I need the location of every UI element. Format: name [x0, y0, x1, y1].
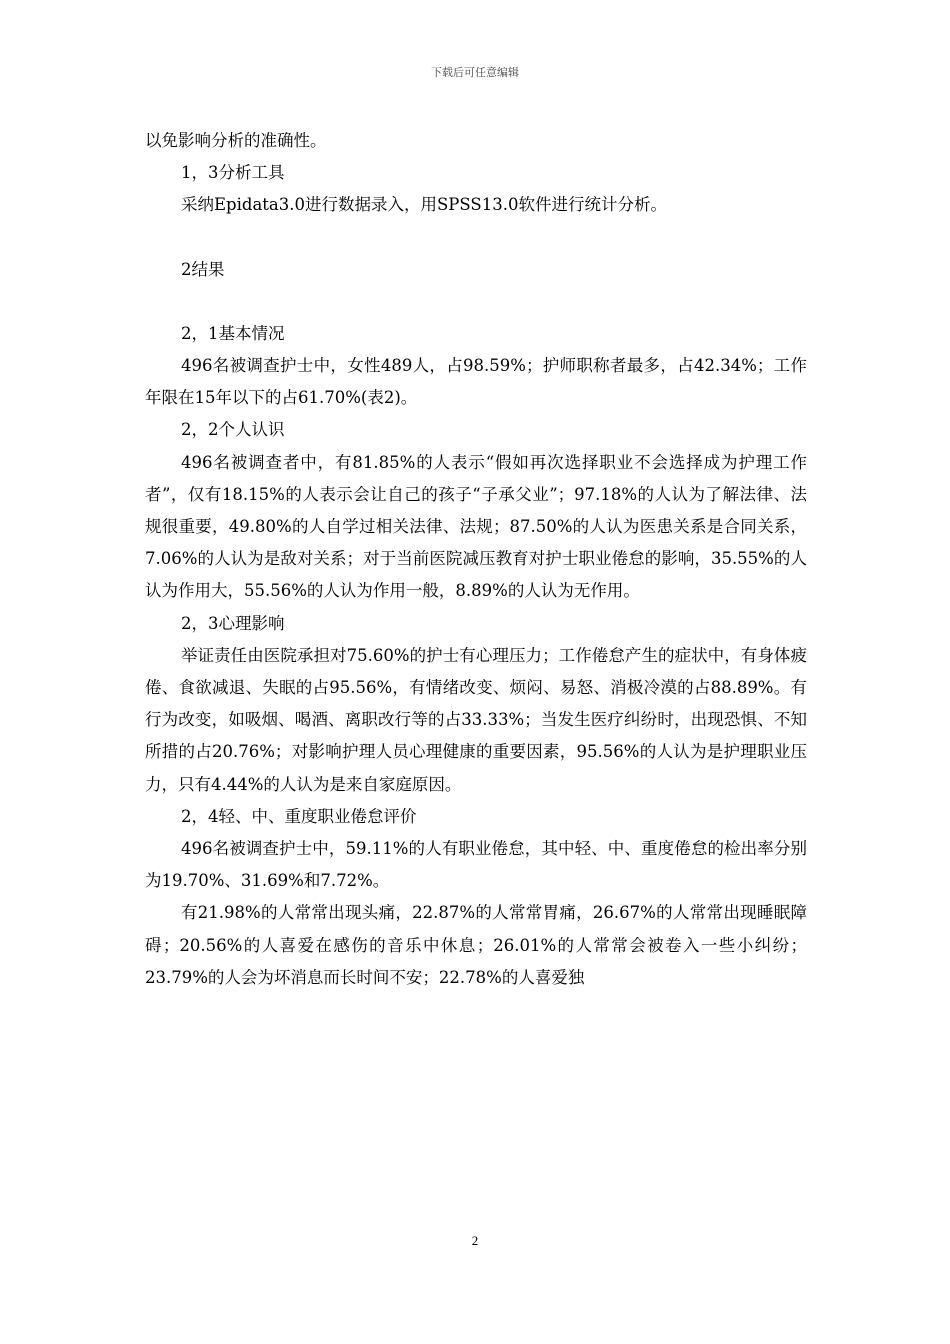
section-heading-2-2: 2，2个人认识 — [181, 420, 285, 440]
paragraph-psychological-impact: 举证责任由医院承担对75.60%的护士有心理压力；工作倦怠产生的症状中，有身体疲倦、食欲减退、失眠的占95.56%，有情绪改变、烦闷、易怒、消极冷漠的占88.89%。有行为改变，如吸烟、喝酒、离职改行等的占33.33%；当发生医疗纠纷时，出现恐惧、不知所措的占20.76%；对影响护理人员心理健康的重要因素，95.56%的人认为是护理职业压力，只有4.44%的人认为是来自家庭原因。 — [145, 645, 807, 794]
spacer — [145, 286, 807, 318]
section-heading-2-1: 2，1基本情况 — [181, 323, 285, 343]
section-heading-2: 2结果 — [181, 259, 225, 279]
document-body — [145, 125, 807, 994]
page-header: 下载后可任意编辑 — [431, 66, 519, 79]
section-heading-2-4: 2，4轻、中、重度职业倦怠评价 — [181, 806, 417, 826]
paragraph-basic-situation: 496名被调查护士中，女性489人，占98.59%；护师职称者最多，占42.34%；工作年限在15年以下的占61.70%(表2)。 — [145, 356, 807, 408]
section-heading-2-3: 2，3心理影响 — [181, 613, 285, 633]
spacer — [145, 222, 807, 254]
paragraph-symptoms: 有21.98%的人常常出现头痛，22.87%的人常常胃痛，26.67%的人常常出现睡眠障碍；20.56%的人喜爱在感伤的音乐中休息；26.01%的人常常会被卷入一些小纠纷；23.79%的人会为坏消息而长时间不安；22.78%的人喜爱独 — [145, 903, 807, 987]
paragraph-continuation: 以免影响分析的准确性。 — [145, 131, 327, 150]
paragraph-personal-awareness: 496名被调查者中，有81.85%的人表示“假如再次选择职业不会选择成为护理工作者”，仅有18.15%的人表示会让自己的孩子“子承父业”；97.18%的人认为了解法律、法规很重要，49.80%的人自学过相关法律、法规；87.50%的人认为医患关系是合同关系，7.06%的人认为是敌对关系；对于当前医院减压教育对护士职业倦怠的影响，35.55%的人认为作用大，55.56%的人认为作用一般，8.89%的人认为无作用。 — [145, 452, 807, 601]
page-number: 2 — [471, 1233, 479, 1248]
paragraph-burnout-evaluation: 496名被调查护士中，59.11%的人有职业倦怠，其中轻、中、重度倦怠的检出率分别为19.70%、31.69%和7.72%。 — [145, 839, 807, 891]
paragraph-analysis-tools: 采纳Epidata3.0进行数据录入，用SPSS13.0软件进行统计分析。 — [181, 195, 667, 215]
section-heading-1-3: 1，3分析工具 — [181, 163, 285, 183]
